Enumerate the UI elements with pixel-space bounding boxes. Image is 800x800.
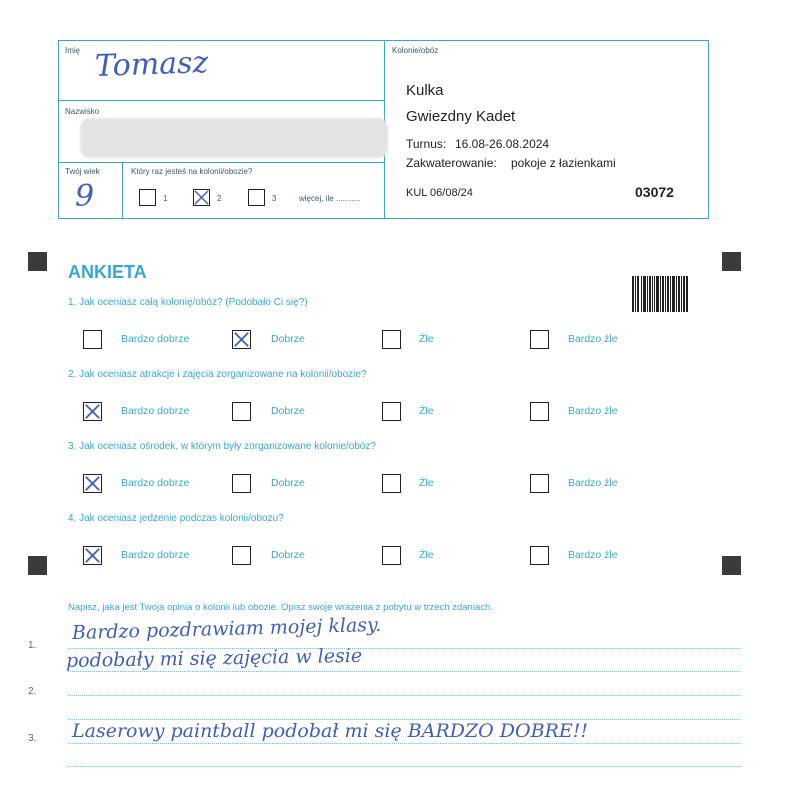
checkmark-x-icon xyxy=(233,331,250,348)
question-1-checkbox-4[interactable] xyxy=(530,330,549,349)
question-1-text: 1. Jak oceniasz całą kolonię/obóz? (Podobało Ci się?) xyxy=(68,297,308,308)
form-number: 03072 xyxy=(635,184,674,200)
question-2-checkbox-1[interactable] xyxy=(83,402,102,421)
question-2-checkbox-2[interactable] xyxy=(232,402,251,421)
registration-marker-bottom-right xyxy=(722,556,741,575)
question-2-text: 2. Jak oceniasz atrakcje i zajęcia zorganizowane na kolonii/obozie? xyxy=(68,369,367,380)
redacted-surname xyxy=(80,118,388,158)
age-label: Twój wiek xyxy=(65,167,100,176)
question-3-checkbox-4[interactable] xyxy=(530,474,549,493)
question-4-option-label: Dobrze xyxy=(271,549,305,561)
camp-program: Gwiezdny Kadet xyxy=(406,108,516,125)
question-4-checkbox-3[interactable] xyxy=(382,546,401,565)
times-attended-label: Który raz jesteś na kolonii/obozie? xyxy=(131,167,253,176)
question-4-option-label: Bardzo źle xyxy=(568,549,618,561)
question-3-text: 3. Jak oceniasz ośrodek, w którym były zorganizowane kolonie/obóz? xyxy=(68,441,376,452)
answer-line xyxy=(68,695,741,696)
surname-label: Nazwisko xyxy=(65,107,100,116)
camp-code: KUL 06/08/24 xyxy=(406,187,473,199)
attended-checkbox-1[interactable] xyxy=(139,189,156,206)
answer-1a[interactable]: Bardzo pozdrawiam mojej klasy. xyxy=(71,613,382,644)
accommodation-value: pokoje z łazienkami xyxy=(511,156,616,170)
registration-marker-top-left xyxy=(28,252,47,271)
line-number-1: 1. xyxy=(28,640,37,651)
barcode xyxy=(632,276,688,312)
first-name-label: Imię xyxy=(65,46,81,55)
question-4-option-label: Źle xyxy=(419,549,434,561)
question-4-checkbox-1[interactable] xyxy=(83,546,102,565)
camp-name: Kulka xyxy=(406,82,444,99)
opinion-prompt: Napisz, jaka jest Twoja opinia o kolonii lub obozie. Opisz swoje wrażenia z pobytu w trzech zdaniach. xyxy=(68,602,493,613)
question-2-option-label: Bardzo źle xyxy=(568,405,618,417)
question-3-option-label: Źle xyxy=(419,477,434,489)
question-1-checkbox-2[interactable] xyxy=(232,330,251,349)
answer-line xyxy=(68,671,741,672)
line-number-2: 2. xyxy=(28,686,37,697)
question-1-option-label: Źle xyxy=(419,333,434,345)
question-1-checkbox-3[interactable] xyxy=(382,330,401,349)
question-1-checkbox-1[interactable] xyxy=(83,330,102,349)
question-2-checkbox-4[interactable] xyxy=(530,402,549,421)
answer-1b[interactable]: podobały mi się zajęcia w lesie xyxy=(65,644,363,672)
question-3-option-label: Bardzo dobrze xyxy=(121,477,190,489)
turnus-label: Turnus: xyxy=(406,137,447,151)
turnus-value: 16.08-26.08.2024 xyxy=(455,137,550,151)
age-value: 9 xyxy=(75,179,95,214)
question-2-option-label: Bardzo dobrze xyxy=(121,405,190,417)
question-4-option-label: Bardzo dobrze xyxy=(121,549,190,561)
question-3-option-label: Dobrze xyxy=(271,477,305,489)
question-3-option-label: Bardzo źle xyxy=(568,477,618,489)
registration-marker-top-right xyxy=(722,252,741,271)
attended-checkbox-3[interactable] xyxy=(248,189,265,206)
first-name-value: Tomasz xyxy=(94,45,209,84)
camp-label: Kolonie/obóz xyxy=(392,46,439,55)
question-4-text: 4. Jak oceniasz jedzenie podczas kolonii/obozu? xyxy=(68,513,284,524)
attended-option-3: 3 xyxy=(272,194,277,203)
question-1-option-label: Bardzo źle xyxy=(568,333,618,345)
question-3-checkbox-3[interactable] xyxy=(382,474,401,493)
attended-option-1: 1 xyxy=(163,194,168,203)
question-4-checkbox-4[interactable] xyxy=(530,546,549,565)
question-1-option-label: Dobrze xyxy=(271,333,305,345)
answer-line xyxy=(68,743,741,744)
question-2-option-label: Dobrze xyxy=(271,405,305,417)
answer-line xyxy=(68,766,741,767)
question-2-checkbox-3[interactable] xyxy=(382,402,401,421)
registration-marker-bottom-left xyxy=(28,556,47,575)
question-3-checkbox-2[interactable] xyxy=(232,474,251,493)
checkmark-x-icon xyxy=(84,547,101,564)
line-number-3: 3. xyxy=(28,733,37,744)
survey-title: ANKIETA xyxy=(68,262,147,282)
checkmark-x-icon xyxy=(194,190,209,205)
checkmark-x-icon xyxy=(84,475,101,492)
answer-3[interactable]: Laserowy paintball podobał mi się BARDZO DOBRE!! xyxy=(72,720,589,742)
question-2-option-label: Źle xyxy=(419,405,434,417)
attended-checkbox-2[interactable] xyxy=(193,189,210,206)
attended-option-2: 2 xyxy=(217,194,222,203)
attended-option-more: więcej, ile ........... xyxy=(299,194,361,203)
question-4-checkbox-2[interactable] xyxy=(232,546,251,565)
question-3-checkbox-1[interactable] xyxy=(83,474,102,493)
accommodation-label: Zakwaterowanie: xyxy=(406,156,497,170)
checkmark-x-icon xyxy=(84,403,101,420)
question-1-option-label: Bardzo dobrze xyxy=(121,333,190,345)
